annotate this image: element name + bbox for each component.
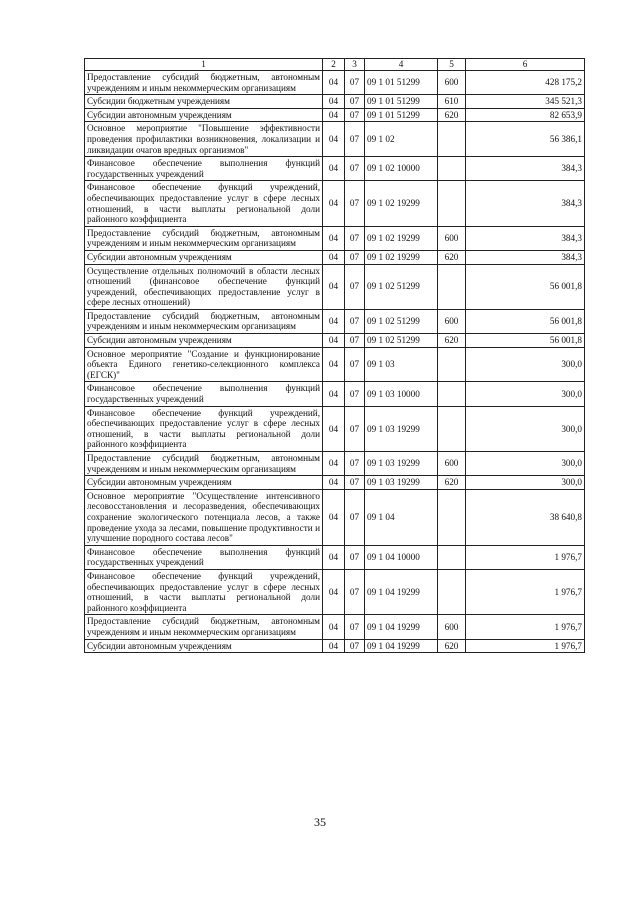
row-section-cell: 04 xyxy=(323,489,345,545)
table-row xyxy=(85,122,585,157)
row-amount-cell: 300,0 xyxy=(466,347,585,382)
row-target-article-cell: 09 1 01 51299 xyxy=(365,95,438,109)
row-amount-cell: 1 976,7 xyxy=(466,569,585,614)
row-section-cell: 04 xyxy=(323,108,345,122)
row-name-cell: Предоставление субсидий бюджетным, автономным учреждениям и иным некоммерческим организациям xyxy=(85,615,323,639)
row-expense-type-cell: 620 xyxy=(438,334,466,348)
row-name-cell: Осуществление отдельных полномочий в области лесных отношений (финансовое обеспечение функций учреждений, обеспечивающих предоставление услуг в сфере лесных отношений) xyxy=(85,264,323,309)
row-expense-type-cell: 600 xyxy=(438,615,466,639)
row-target-article-cell: 09 1 02 51299 xyxy=(365,334,438,348)
row-target-article-cell: 09 1 04 19299 xyxy=(365,615,438,639)
row-target-article-cell: 09 1 01 51299 xyxy=(365,108,438,122)
row-section-cell: 04 xyxy=(323,309,345,333)
header-col-2: 2 xyxy=(323,59,345,71)
row-section-cell: 04 xyxy=(323,569,345,614)
row-name-cell: Основное мероприятие "Осуществление интенсивного лесовосстановления и лесоразведения, обеспечивающих сохранение экологического потенциала лесов, а также проведение ухода за лесами, повышение продуктивности и улучшение породного состава лесов" xyxy=(85,489,323,545)
row-subsection-cell: 07 xyxy=(345,226,365,250)
row-section-cell: 04 xyxy=(323,71,345,95)
row-name-cell: Финансовое обеспечение функций учреждений, обеспечивающих предоставление услуг в сфере лесных отношений, в части выплаты региональной доли районного коэффициента xyxy=(85,569,323,614)
row-target-article-cell: 09 1 03 19299 xyxy=(365,452,438,476)
row-target-article-cell: 09 1 03 xyxy=(365,347,438,382)
row-target-article-cell: 09 1 04 19299 xyxy=(365,569,438,614)
row-name-cell: Финансовое обеспечение функций учреждений, обеспечивающих предоставление услуг в сфере лесных отношений, в части выплаты региональной доли районного коэффициента xyxy=(85,181,323,226)
table-row xyxy=(85,615,585,639)
row-section-cell: 04 xyxy=(323,250,345,264)
row-amount-cell: 56 001,8 xyxy=(466,264,585,309)
row-target-article-cell: 09 1 03 19299 xyxy=(365,406,438,451)
row-expense-type-cell: 620 xyxy=(438,108,466,122)
table-row xyxy=(85,71,585,95)
row-target-article-cell: 09 1 02 xyxy=(365,122,438,157)
row-subsection-cell: 07 xyxy=(345,569,365,614)
row-target-article-cell: 09 1 04 xyxy=(365,489,438,545)
row-subsection-cell: 07 xyxy=(345,615,365,639)
row-section-cell: 04 xyxy=(323,382,345,406)
table-body xyxy=(85,71,585,653)
row-amount-cell: 384,3 xyxy=(466,157,585,181)
row-target-article-cell: 09 1 03 19299 xyxy=(365,476,438,490)
row-amount-cell: 345 521,3 xyxy=(466,95,585,109)
row-subsection-cell: 07 xyxy=(345,108,365,122)
row-name-cell: Основное мероприятие "Повышение эффективности проведения профилактики возникновения, локализации и ликвидации очагов вредных организмов" xyxy=(85,122,323,157)
row-name-cell: Субсидии автономным учреждениям xyxy=(85,639,323,653)
row-section-cell: 04 xyxy=(323,406,345,451)
table-row xyxy=(85,452,585,476)
row-subsection-cell: 07 xyxy=(345,639,365,653)
row-amount-cell: 300,0 xyxy=(466,476,585,490)
row-name-cell: Финансовое обеспечение функций учреждений, обеспечивающих предоставление услуг в сфере лесных отношений, в части выплаты региональной доли районного коэффициента xyxy=(85,406,323,451)
row-subsection-cell: 07 xyxy=(345,157,365,181)
row-section-cell: 04 xyxy=(323,615,345,639)
row-expense-type-cell xyxy=(438,489,466,545)
row-amount-cell: 1 976,7 xyxy=(466,545,585,569)
page-number: 35 xyxy=(314,815,326,829)
row-name-cell: Основное мероприятие "Создание и функционирование объекта Единого генетико-селекционного комплекса (ЕГСК)" xyxy=(85,347,323,382)
row-name-cell: Предоставление субсидий бюджетным, автономным учреждениям и иным некоммерческим организациям xyxy=(85,452,323,476)
row-section-cell: 04 xyxy=(323,95,345,109)
row-name-cell: Предоставление субсидий бюджетным, автономным учреждениям и иным некоммерческим организациям xyxy=(85,71,323,95)
row-amount-cell: 300,0 xyxy=(466,452,585,476)
row-amount-cell: 38 640,8 xyxy=(466,489,585,545)
row-expense-type-cell: 600 xyxy=(438,309,466,333)
table-row xyxy=(85,181,585,226)
table-row xyxy=(85,95,585,109)
row-expense-type-cell: 600 xyxy=(438,452,466,476)
table-row xyxy=(85,489,585,545)
table-row xyxy=(85,347,585,382)
row-name-cell: Субсидии автономным учреждениям xyxy=(85,250,323,264)
table-row xyxy=(85,639,585,653)
table-row xyxy=(85,250,585,264)
row-expense-type-cell xyxy=(438,264,466,309)
row-subsection-cell: 07 xyxy=(345,334,365,348)
row-expense-type-cell: 600 xyxy=(438,226,466,250)
row-section-cell: 04 xyxy=(323,545,345,569)
table-row xyxy=(85,226,585,250)
row-amount-cell: 56 001,8 xyxy=(466,334,585,348)
table-row xyxy=(85,334,585,348)
row-section-cell: 04 xyxy=(323,264,345,309)
row-subsection-cell: 07 xyxy=(345,309,365,333)
row-section-cell: 04 xyxy=(323,476,345,490)
row-name-cell: Субсидии бюджетным учреждениям xyxy=(85,95,323,109)
table-row xyxy=(85,108,585,122)
row-section-cell: 04 xyxy=(323,334,345,348)
row-section-cell: 04 xyxy=(323,181,345,226)
row-amount-cell: 56 386,1 xyxy=(466,122,585,157)
row-target-article-cell: 09 1 02 51299 xyxy=(365,264,438,309)
row-section-cell: 04 xyxy=(323,157,345,181)
row-expense-type-cell: 620 xyxy=(438,476,466,490)
row-name-cell: Субсидии автономным учреждениям xyxy=(85,108,323,122)
row-subsection-cell: 07 xyxy=(345,406,365,451)
row-name-cell: Субсидии автономным учреждениям xyxy=(85,476,323,490)
row-subsection-cell: 07 xyxy=(345,382,365,406)
row-name-cell: Финансовое обеспечение выполнения функций государственных учреждений xyxy=(85,157,323,181)
header-col-6: 6 xyxy=(466,59,585,71)
row-expense-type-cell: 620 xyxy=(438,639,466,653)
row-name-cell: Предоставление субсидий бюджетным, автономным учреждениям и иным некоммерческим организациям xyxy=(85,226,323,250)
row-target-article-cell: 09 1 02 19299 xyxy=(365,226,438,250)
row-expense-type-cell xyxy=(438,545,466,569)
row-subsection-cell: 07 xyxy=(345,489,365,545)
table-row xyxy=(85,309,585,333)
row-expense-type-cell: 620 xyxy=(438,250,466,264)
row-expense-type-cell xyxy=(438,347,466,382)
row-amount-cell: 384,3 xyxy=(466,181,585,226)
row-subsection-cell: 07 xyxy=(345,122,365,157)
row-subsection-cell: 07 xyxy=(345,452,365,476)
row-amount-cell: 428 175,2 xyxy=(466,71,585,95)
row-amount-cell: 384,3 xyxy=(466,226,585,250)
row-amount-cell: 384,3 xyxy=(466,250,585,264)
table-header-row xyxy=(85,59,585,71)
table-row xyxy=(85,382,585,406)
row-expense-type-cell xyxy=(438,406,466,451)
row-name-cell: Предоставление субсидий бюджетным, автономным учреждениям и иным некоммерческим организациям xyxy=(85,309,323,333)
row-subsection-cell: 07 xyxy=(345,476,365,490)
row-section-cell: 04 xyxy=(323,452,345,476)
row-target-article-cell: 09 1 02 51299 xyxy=(365,309,438,333)
table-row xyxy=(85,545,585,569)
row-section-cell: 04 xyxy=(323,122,345,157)
row-name-cell: Финансовое обеспечение выполнения функций государственных учреждений xyxy=(85,382,323,406)
row-name-cell: Субсидии автономным учреждениям xyxy=(85,334,323,348)
row-section-cell: 04 xyxy=(323,347,345,382)
table-row xyxy=(85,264,585,309)
row-expense-type-cell xyxy=(438,382,466,406)
budget-table xyxy=(84,58,585,653)
header-col-4: 4 xyxy=(365,59,438,71)
row-target-article-cell: 09 1 03 10000 xyxy=(365,382,438,406)
header-col-1: 1 xyxy=(85,59,323,71)
row-section-cell: 04 xyxy=(323,639,345,653)
row-subsection-cell: 07 xyxy=(345,71,365,95)
table-row xyxy=(85,157,585,181)
table-row xyxy=(85,406,585,451)
header-col-3: 3 xyxy=(345,59,365,71)
row-amount-cell: 1 976,7 xyxy=(466,615,585,639)
row-amount-cell: 300,0 xyxy=(466,382,585,406)
row-expense-type-cell: 610 xyxy=(438,95,466,109)
row-subsection-cell: 07 xyxy=(345,347,365,382)
row-expense-type-cell xyxy=(438,122,466,157)
row-target-article-cell: 09 1 02 10000 xyxy=(365,157,438,181)
row-expense-type-cell xyxy=(438,181,466,226)
table-row xyxy=(85,476,585,490)
row-amount-cell: 82 653,9 xyxy=(466,108,585,122)
row-target-article-cell: 09 1 02 19299 xyxy=(365,181,438,226)
row-target-article-cell: 09 1 01 51299 xyxy=(365,71,438,95)
row-name-cell: Финансовое обеспечение выполнения функций государственных учреждений xyxy=(85,545,323,569)
row-expense-type-cell: 600 xyxy=(438,71,466,95)
row-amount-cell: 56 001,8 xyxy=(466,309,585,333)
table-row xyxy=(85,569,585,614)
row-section-cell: 04 xyxy=(323,226,345,250)
row-subsection-cell: 07 xyxy=(345,181,365,226)
row-target-article-cell: 09 1 04 10000 xyxy=(365,545,438,569)
row-amount-cell: 300,0 xyxy=(466,406,585,451)
row-subsection-cell: 07 xyxy=(345,545,365,569)
row-target-article-cell: 09 1 04 19299 xyxy=(365,639,438,653)
row-target-article-cell: 09 1 02 19299 xyxy=(365,250,438,264)
row-subsection-cell: 07 xyxy=(345,250,365,264)
row-amount-cell: 1 976,7 xyxy=(466,639,585,653)
row-expense-type-cell xyxy=(438,569,466,614)
row-subsection-cell: 07 xyxy=(345,264,365,309)
header-col-5: 5 xyxy=(438,59,466,71)
row-subsection-cell: 07 xyxy=(345,95,365,109)
row-expense-type-cell xyxy=(438,157,466,181)
